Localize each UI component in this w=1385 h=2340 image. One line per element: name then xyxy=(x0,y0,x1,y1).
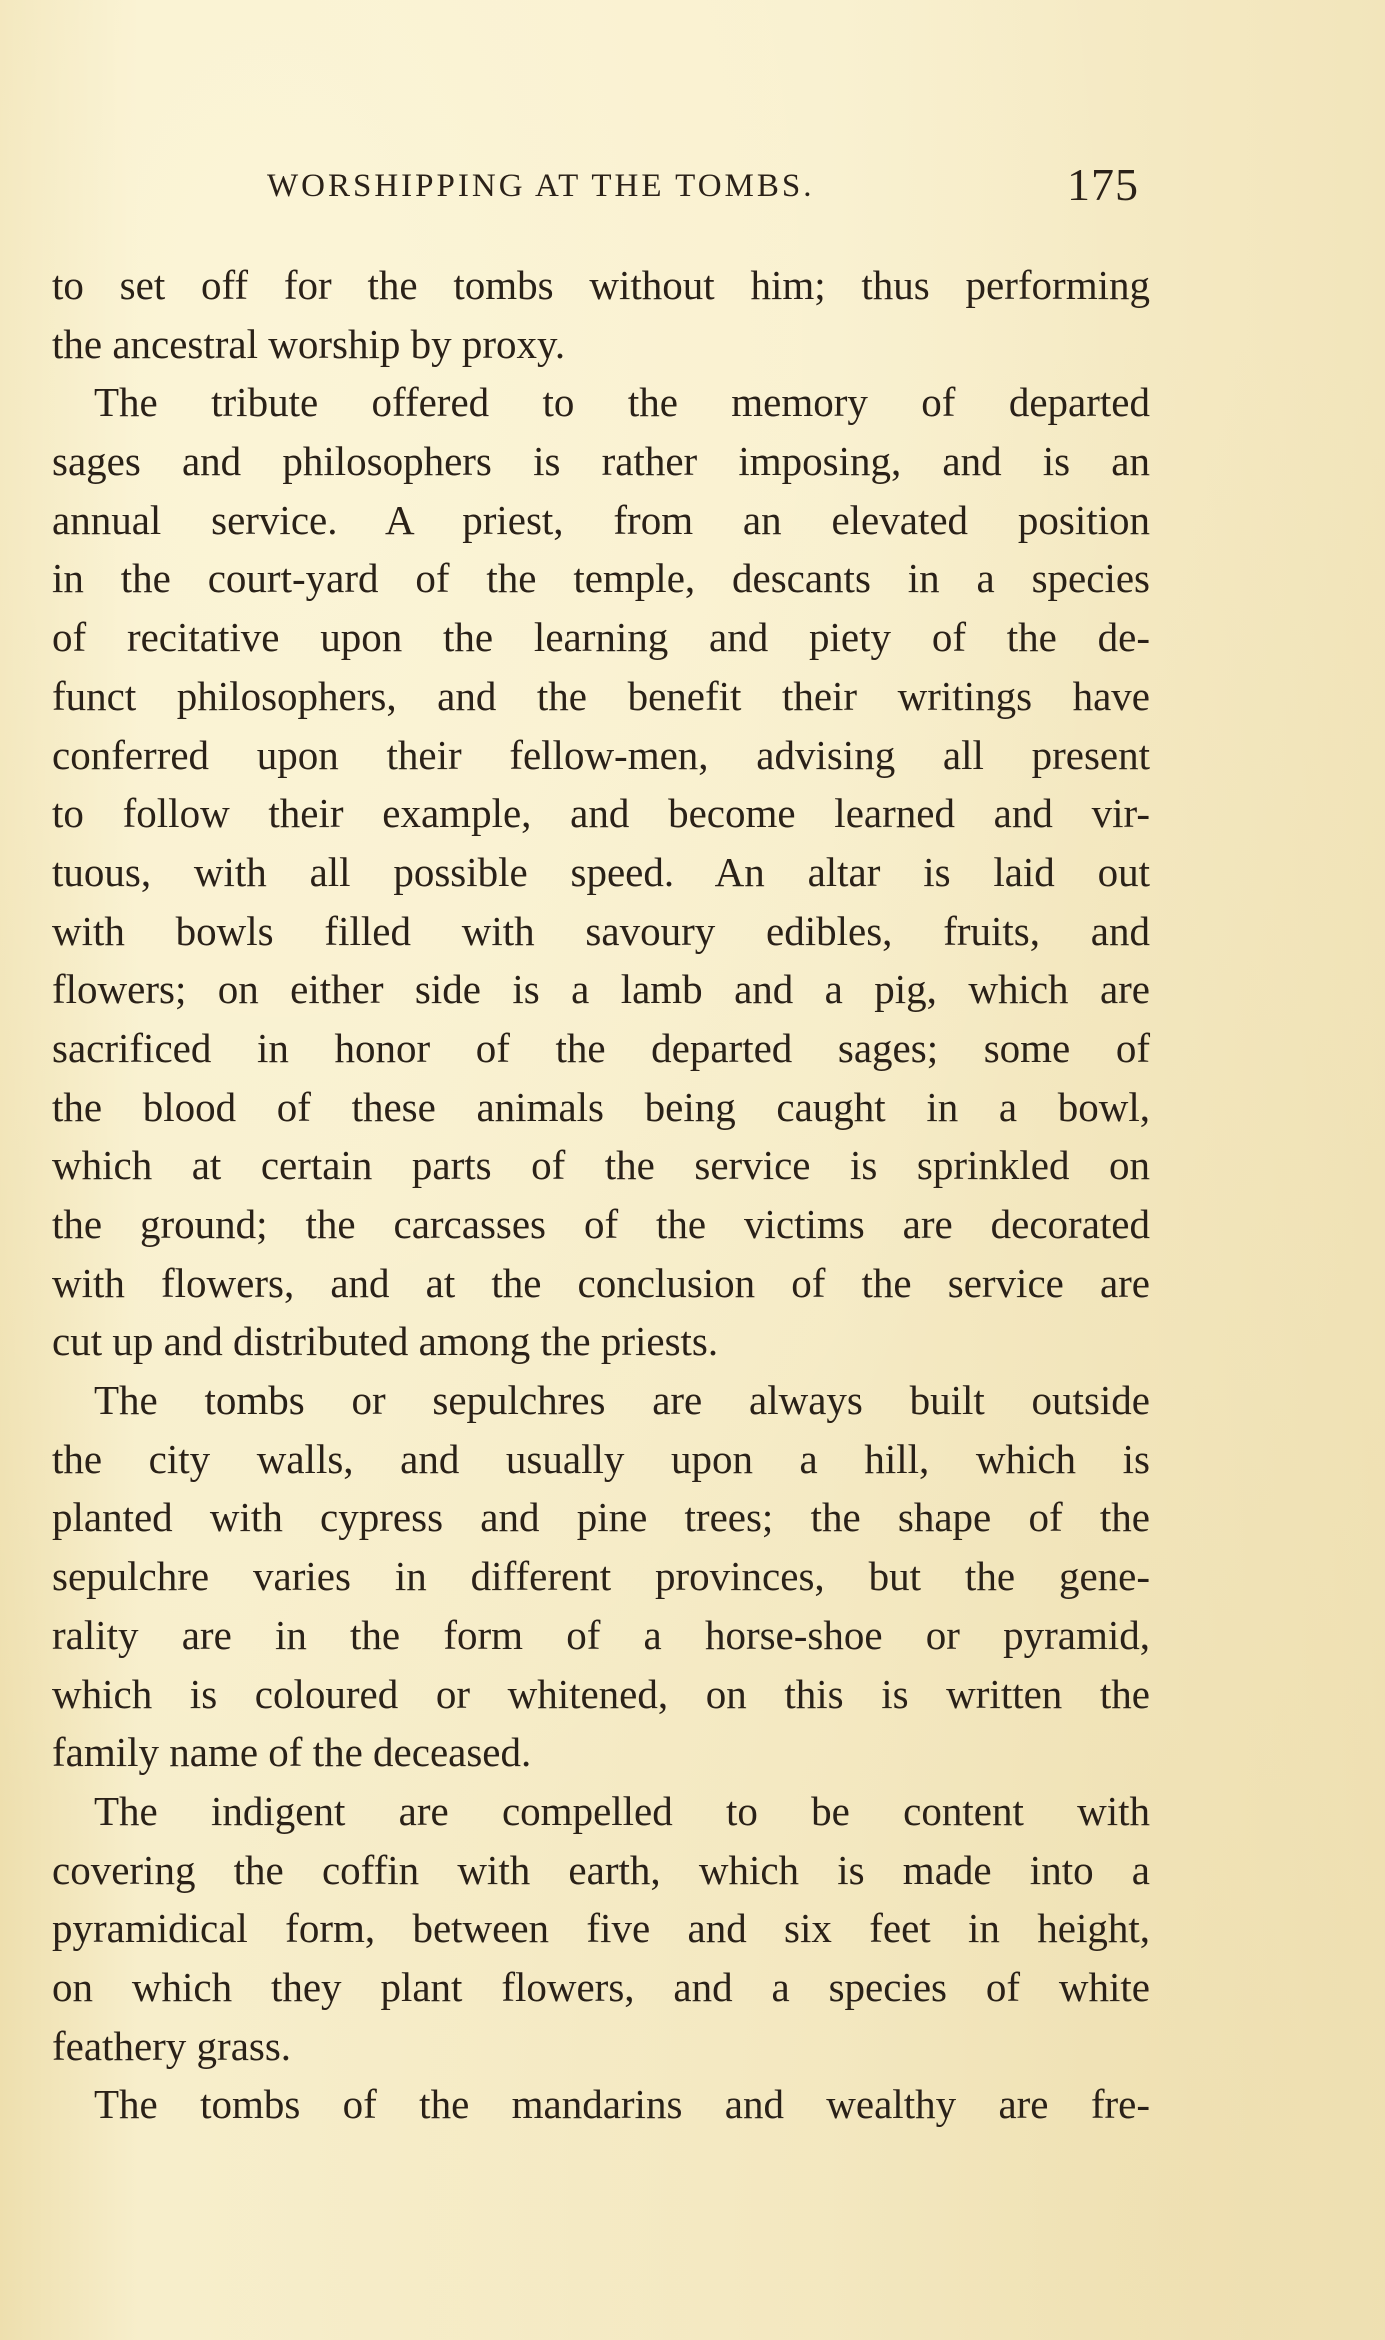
text-line: feathery grass. xyxy=(52,2022,292,2069)
text-line: which at certain parts of the service is sprinkled on xyxy=(52,1142,1150,1189)
text-line: sages and philosophers is rather imposing, and is an xyxy=(52,438,1150,485)
text-line: annual service. A priest, from an elevated position xyxy=(52,496,1150,543)
text-line: sepulchre varies in different provinces, but the gene- xyxy=(52,1553,1150,1600)
text-line: conferred upon their fellow-men, advising all present xyxy=(52,731,1150,778)
text-line: the blood of these animals being caught in a bowl, xyxy=(52,1083,1150,1130)
paragraph-first-line: The tribute offered to the memory of departed xyxy=(94,379,1150,426)
running-head xyxy=(52,160,1152,210)
text-line: pyramidical form, between five and six feet in height, xyxy=(52,1905,1150,1952)
paragraph-first-line: The tombs or sepulchres are always built outside xyxy=(94,1377,1150,1424)
text-line: cut up and distributed among the priests. xyxy=(52,1318,719,1365)
page-number: 175 xyxy=(1067,159,1139,210)
paragraph-first-line: The tombs of the mandarins and wealthy are fre- xyxy=(94,2081,1150,2128)
text-line: of recitative upon the learning and piety of the de- xyxy=(52,614,1150,661)
text-line: to set off for the tombs without him; thus performing xyxy=(52,262,1150,308)
text-line: funct philosophers, and the benefit their writings have xyxy=(52,672,1150,719)
text-line: the ground; the carcasses of the victims are decorated xyxy=(52,1201,1150,1247)
text-line: family name of the deceased. xyxy=(52,1729,532,1776)
text-line: in the court-yard of the temple, descants in a species xyxy=(52,555,1150,602)
text-line: flowers; on either side is a lamb and a pig, which are xyxy=(52,966,1150,1013)
text-line: the ancestral worship by proxy. xyxy=(52,320,566,367)
text-line: to follow their example, and become learned and vir- xyxy=(52,790,1150,837)
text-line: covering the coffin with earth, which is made into a xyxy=(52,1846,1150,1893)
text-line: the city walls, and usually upon a hill, which is xyxy=(52,1435,1150,1482)
text-line: which is coloured or whitened, on this is written the xyxy=(52,1670,1150,1717)
text-line: with flowers, and at the conclusion of the service are xyxy=(52,1259,1150,1306)
text-body xyxy=(52,256,1150,2134)
text-line: on which they plant flowers, and a species of white xyxy=(52,1963,1150,2010)
running-title: WORSHIPPING AT THE TOMBS. xyxy=(267,168,815,204)
text-line: with bowls filled with savoury edibles, fruits, and xyxy=(52,907,1150,954)
paragraph-first-line: The indigent are compelled to be content with xyxy=(94,1787,1150,1834)
text-line: sacrificed in honor of the departed sages; some of xyxy=(52,1024,1150,1071)
text-line: tuous, with all possible speed. An altar is laid out xyxy=(52,848,1150,895)
text-line: planted with cypress and pine trees; the shape of the xyxy=(52,1494,1150,1541)
text-line: rality are in the form of a horse-shoe or pyramid, xyxy=(52,1611,1150,1658)
